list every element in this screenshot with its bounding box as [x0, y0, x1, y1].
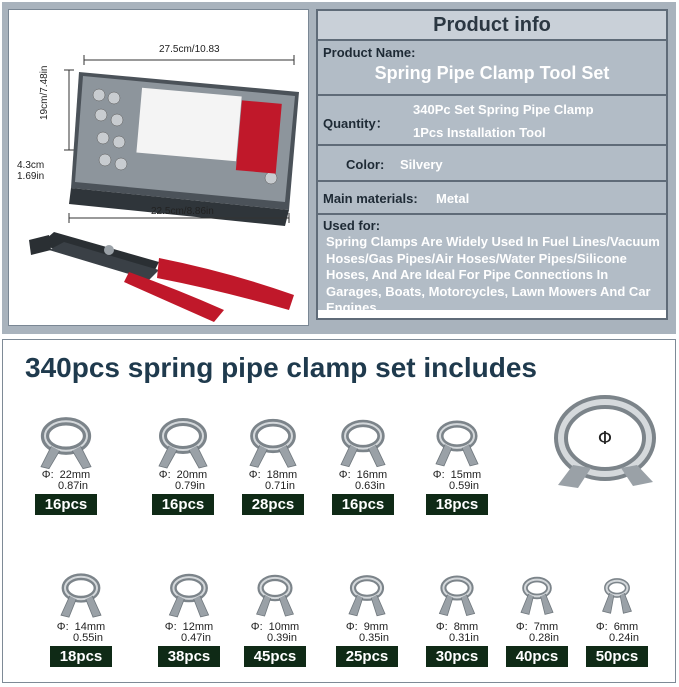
clamp-mm-value: 18mm [266, 469, 298, 481]
color-value: Silvery [400, 157, 443, 172]
clamp-image [337, 562, 397, 622]
clamp-item [16, 410, 116, 515]
product-name-label: Product Name: [323, 45, 416, 60]
clamp-image [587, 562, 647, 622]
phi-symbol: Φ: [515, 621, 528, 633]
clamp-inch-value: 0.39in [267, 632, 297, 644]
color-label: Color: [346, 157, 385, 172]
phi-symbol-large: Φ [597, 428, 613, 449]
clamp-item [317, 562, 417, 667]
quantity-value-1: 340Pc Set Spring Pipe Clamp [413, 102, 594, 117]
phi-symbol: Φ: [595, 621, 608, 633]
clamp-image [427, 410, 487, 470]
clamp-inch-value: 0.79in [175, 480, 205, 492]
clamp-item [567, 562, 667, 667]
clamp-image [36, 410, 96, 470]
clamp-mm-value: 8mm [453, 621, 479, 633]
clamp-item [225, 562, 325, 667]
phi-symbol: Φ: [248, 469, 261, 481]
phi-symbol: Φ: [41, 469, 54, 481]
phi-symbol: Φ: [158, 469, 171, 481]
clamp-image [153, 410, 213, 470]
clamp-mm-value: 16mm [356, 469, 388, 481]
pcs-badge: 16pcs [152, 494, 214, 515]
kit-box-image [69, 72, 299, 226]
set-heading: 340pcs spring pipe clamp set includes [25, 352, 537, 383]
box-height-dimension: 19cm/7.48in [39, 65, 50, 120]
pcs-badge: 50pcs [586, 646, 648, 667]
clamp-image [427, 562, 487, 622]
pcs-badge: 16pcs [35, 494, 97, 515]
clamp-mm-value: 14mm [74, 621, 106, 633]
clamp-inch-value: 0.87in [58, 480, 88, 492]
clamp-inch-value: 0.24in [609, 632, 639, 644]
pcs-badge: 45pcs [244, 646, 306, 667]
used-for-row [318, 215, 666, 315]
clamp-mm-value: 9mm [363, 621, 389, 633]
phi-symbol: Φ: [432, 469, 445, 481]
phi-symbol: Φ: [435, 621, 448, 633]
materials-label: Main materials: [323, 191, 418, 206]
clamp-mm-value: 22mm [59, 469, 91, 481]
box-depth-dimension: 4.3cm 1.69in [17, 160, 45, 182]
clamp-item [31, 562, 131, 667]
clamp-mm-value: 15mm [450, 469, 482, 481]
product-info-table [316, 9, 668, 320]
clamp-image [243, 410, 303, 470]
product-photo-panel [8, 9, 309, 326]
tool-length-dimension: 22.5cm/8.86in [151, 206, 214, 217]
clamp-item [407, 410, 507, 515]
info-title: Product info [318, 11, 666, 41]
clamp-set-section [2, 339, 676, 683]
box-width-dimension: 27.5cm/10.83 [159, 44, 220, 55]
quantity-value-2: 1Pcs Installation Tool [413, 125, 546, 140]
clamp-inch-value: 0.31in [449, 632, 479, 644]
product-photo-illustration [9, 10, 310, 327]
pcs-badge: 18pcs [50, 646, 112, 667]
clamp-inch-value: 0.55in [73, 632, 103, 644]
clamp-mm-value: 12mm [182, 621, 214, 633]
clamp-inch-value: 0.63in [355, 480, 385, 492]
clamp-mm-value: 20mm [176, 469, 208, 481]
clamp-inch-value: 0.35in [359, 632, 389, 644]
materials-value: Metal [436, 191, 470, 206]
clamp-image [507, 562, 567, 622]
quantity-row [318, 96, 666, 146]
clamp-item [139, 562, 239, 667]
pcs-badge: 25pcs [336, 646, 398, 667]
phi-symbol: Φ: [338, 469, 351, 481]
product-name-row [318, 41, 666, 96]
clamp-inch-value: 0.71in [265, 480, 295, 492]
phi-symbol: Φ: [250, 621, 263, 633]
clamp-image [51, 562, 111, 622]
quantity-label: Quantity： [323, 116, 389, 131]
product-info-section [2, 2, 676, 334]
clamp-inch-value: 0.59in [449, 480, 479, 492]
color-row [318, 146, 666, 182]
clamp-item [313, 410, 413, 515]
product-name-value: Spring Pipe Clamp Tool Set [374, 63, 610, 83]
large-clamp-image [553, 380, 663, 490]
clamp-image [245, 562, 305, 622]
pcs-badge: 18pcs [426, 494, 488, 515]
clamp-image [333, 410, 393, 470]
clamp-mm-value: 6mm [613, 621, 639, 633]
clamp-mm-value: 10mm [268, 621, 300, 633]
clamp-item [223, 410, 323, 515]
pcs-badge: 38pcs [158, 646, 220, 667]
pcs-badge: 28pcs [242, 494, 304, 515]
pcs-badge: 40pcs [506, 646, 568, 667]
phi-symbol: Φ: [345, 621, 358, 633]
pcs-badge: 16pcs [332, 494, 394, 515]
phi-symbol: Φ: [164, 621, 177, 633]
clamp-mm-value: 7mm [533, 621, 559, 633]
used-for-label: Used for: [323, 218, 381, 233]
clamp-inch-value: 0.28in [529, 632, 559, 644]
used-for-value: Spring Clamps Are Widely Used In Fuel Lines/Vacuum Hoses/Gas Pipes/Air Hoses/Water Pipes/Silicone Hoses, And Are Ideal For Pipe Connections In Garages, Boats, Motorcycles, Lawn Mowers And Car Engines [326, 234, 660, 315]
clamp-item [133, 410, 233, 515]
pcs-badge: 30pcs [426, 646, 488, 667]
pliers-tool-image [29, 232, 294, 322]
materials-row [318, 182, 666, 215]
clamp-image [159, 562, 219, 622]
phi-symbol: Φ: [56, 621, 69, 633]
clamp-inch-value: 0.47in [181, 632, 211, 644]
